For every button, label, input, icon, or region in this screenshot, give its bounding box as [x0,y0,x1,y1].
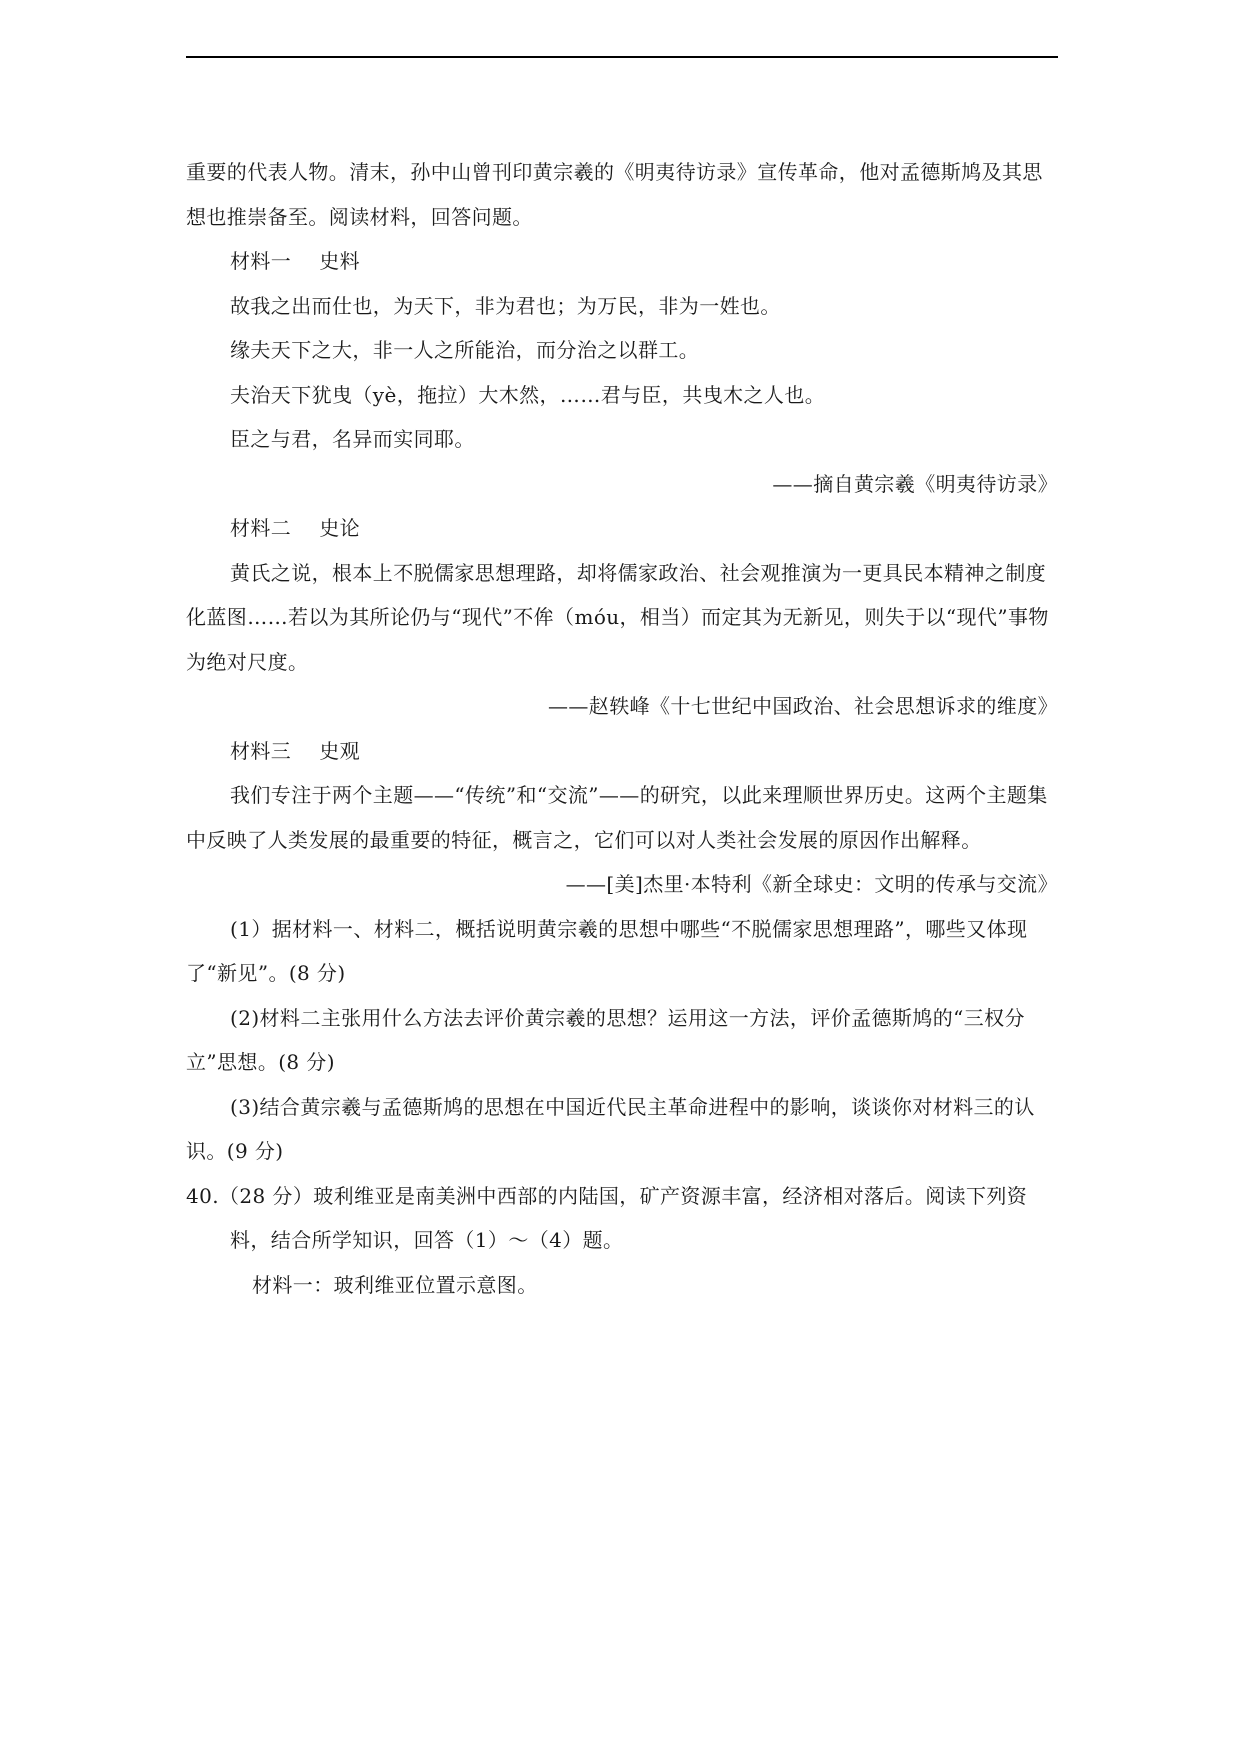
material1-line-4: 臣之与君，名异而实同耶。 [230,427,475,451]
material3-heading [186,729,1058,774]
material3-tag: 史观 [319,738,361,763]
material1-line-1: 故我之出而仕也，为天下，非为君也；为万民，非为一姓也。 [230,293,781,318]
material1-heading [186,239,1058,284]
document-body [186,150,1058,1307]
material1-tag: 史料 [319,249,361,273]
material2-text: 黄氏之说，根本上不脱儒家思想理路，却将儒家政治、社会观推演为一更具民本精神之制度化蓝图……若以为其所论仍与“现代”不侔（móu，相当）而定其为无新见，则失于以“现代”事物为绝对尺度。 [186,560,1049,674]
question-1: (1）据材料一、材料二，概括说明黄宗羲的思想中哪些“不脱儒家思想理路”，哪些又体现了“新见”。(8 分) [186,916,1028,985]
question-3: (3)结合黄宗羲与孟德斯鸠的思想在中国近代民主革命进程中的影响，谈谈你对材料三的认识。(9 分) [186,1094,1035,1163]
material2-tag: 史论 [319,516,361,540]
material1-label: 材料一 [230,249,292,273]
question-40: 40.（28 分）玻利维亚是南美洲中西部的内陆国，矿产资源丰富，经济相对落后。阅读下列资料，结合所学知识，回答（1）～（4）题。 [186,1183,1028,1252]
question-2: (2)材料二主张用什么方法去评价黄宗羲的思想？运用这一方法，评价孟德斯鸠的“三权分立”思想。(8 分) [186,1005,1025,1074]
material3-text: 我们专注于两个主题——“传统”和“交流”——的研究，以此来理顺世界历史。这两个主题集中反映了人类发展的最重要的特征，概言之，它们可以对人类社会发展的原因作出解释。 [186,783,1048,852]
material3-label: 材料三 [230,738,292,763]
material1-source: ——摘自黄宗羲《明夷待访录》 [772,471,1058,496]
material2-heading [186,506,1058,551]
material3-source: ——[美]杰里·本特利《新全球史：文明的传承与交流》 [565,872,1058,896]
intro-paragraph: 重要的代表人物。清末，孙中山曾刊印黄宗羲的《明夷待访录》宣传革命，他对孟德斯鸠及其思想也推崇备至。阅读材料，回答问题。 [186,160,1043,229]
material2-source: ——赵轶峰《十七世纪中国政治、社会思想诉求的维度》 [548,694,1058,718]
question-40-material1: 材料一：玻利维亚位置示意图。 [252,1272,538,1297]
header-rule [186,56,1058,58]
material1-line-2: 缘夫天下之大，非一人之所能治，而分治之以群工。 [230,338,700,362]
material2-label: 材料二 [230,516,292,540]
material1-line-3: 夫治天下犹曳（yè，拖拉）大木然，……君与臣，共曳木之人也。 [230,382,826,407]
